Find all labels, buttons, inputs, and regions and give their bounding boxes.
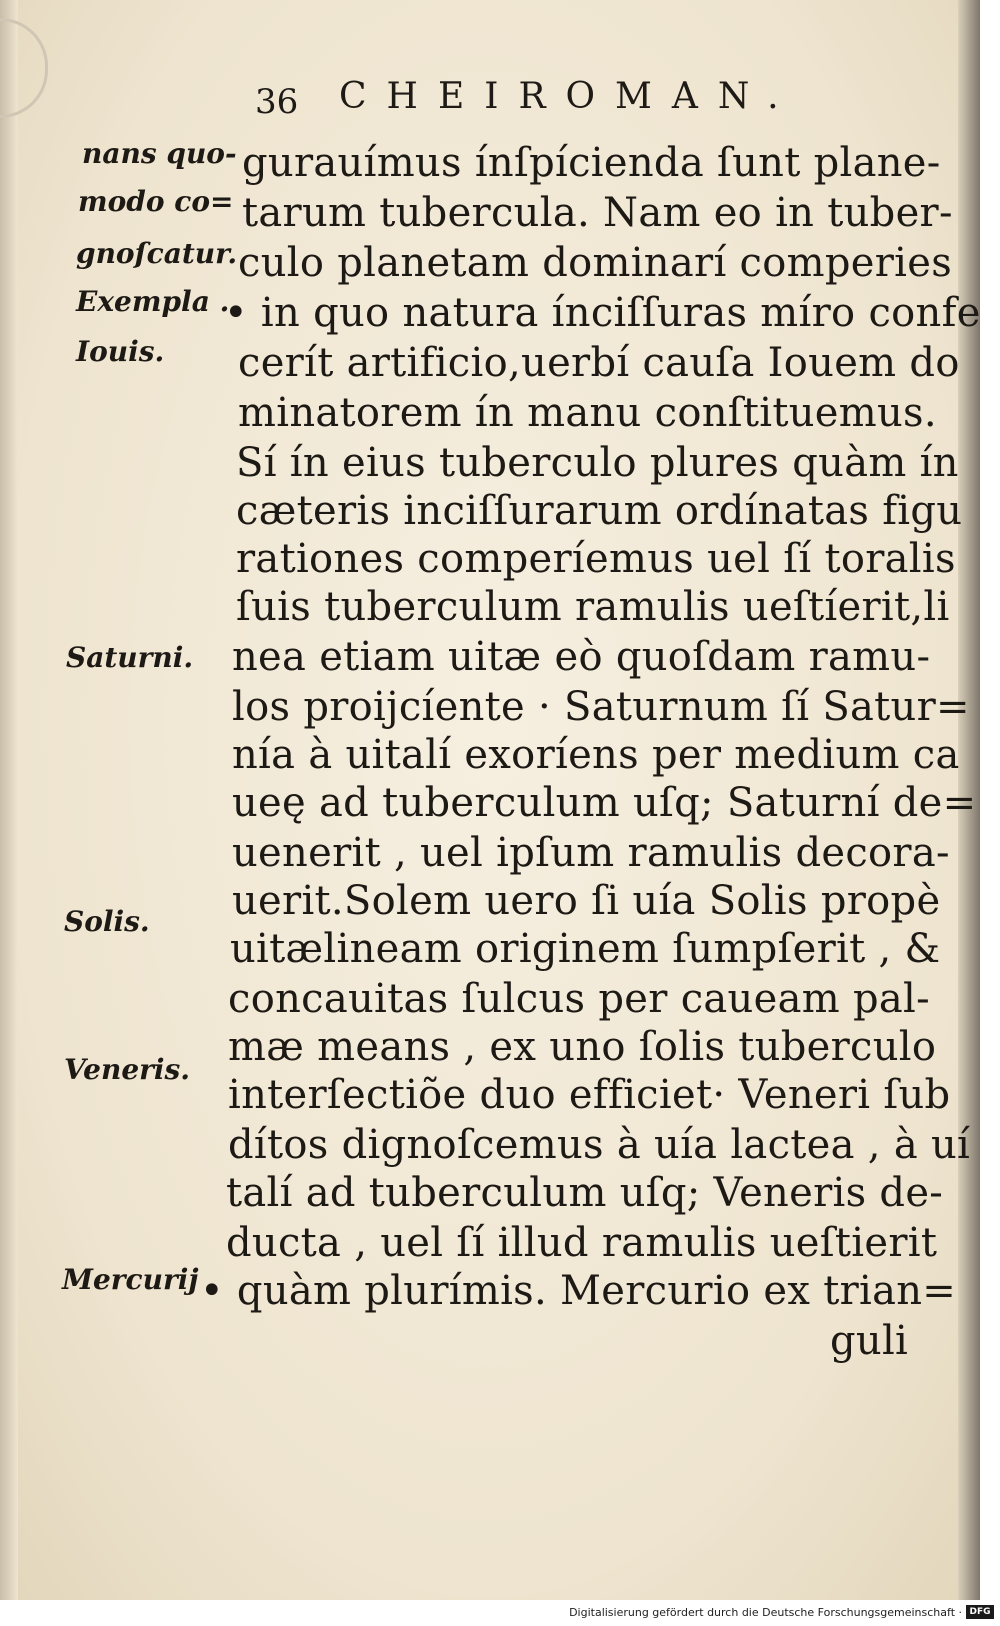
text-line: culo planetam dominarí comperies (238, 240, 953, 286)
text-line: los proijcíente · Saturnum ſí Satur= (232, 684, 970, 730)
text-line: dítos dignoſcemus à uía lactea , à uí (228, 1122, 971, 1168)
text-line: • in quo natura ínciſſuras míro confe (224, 290, 981, 336)
margin-note: nans quo- (82, 137, 237, 170)
text-line: Sí ín eius tuberculo plures quàm ín (236, 440, 959, 486)
text-line: ſuis tuberculum ramulis ueſtíerit,li (236, 584, 950, 630)
text-line: minatorem ín manu conſtituemus. (238, 390, 937, 436)
text-line: rationes comperíemus uel ſí toralis (236, 536, 956, 582)
text-line: uenerit , uel ipſum ramulis decora- (232, 830, 950, 876)
margin-note: Veneris. (64, 1053, 191, 1086)
text-line: concauitas ſulcus per caueam pal- (228, 976, 930, 1022)
digitization-footer (0, 1600, 1000, 1626)
dfg-logo: DFG (966, 1605, 994, 1619)
text-line: guli (830, 1318, 909, 1364)
text-line: gurauímus ínſpícienda ſunt plane- (242, 140, 941, 186)
margin-note: Solis. (64, 905, 150, 938)
margin-note: Mercurij . (62, 1263, 218, 1296)
text-line: ueę ad tuberculum uſq; Saturní de= (232, 780, 977, 826)
margin-note: Saturni. (66, 641, 194, 674)
text-line: tarum tubercula. Nam eo in tuber- (242, 190, 953, 236)
margin-note: Iouis. (76, 335, 165, 368)
text-line: mæ means , ex uno ſolis tuberculo (228, 1024, 937, 1070)
text-line: interſectiõe duo efficiet· Veneri ſub (228, 1072, 951, 1118)
text-line: talí ad tuberculum uſq; Veneris de- (226, 1170, 944, 1216)
text-line: uitælineam originem ſumpſerit , & (230, 926, 941, 972)
margin-note: Exempla . (76, 285, 230, 318)
margin-note: gnoſcatur. (76, 237, 238, 270)
text-line: cerít artificio,uerbí cauſa Iouem do (238, 340, 960, 386)
text-line: nía à uitalí exoríens per medium ca (232, 732, 960, 778)
text-line: • quàm plurímis. Mercurio ex trian= (200, 1268, 957, 1314)
funding-credit: Digitalisierung gefördert durch die Deutsche Forschungsgemeinschaft · (569, 1606, 962, 1619)
text-line: nea etiam uitæ eò quoſdam ramu- (232, 634, 931, 680)
text-line: cæteris inciſſurarum ordínatas figu (236, 488, 963, 534)
margin-note: modo co= (78, 185, 234, 218)
page-number: 36 (255, 82, 299, 122)
running-title: CHEIROMAN. (339, 76, 799, 117)
text-line: uerit.Solem uero ſi uía Solis propè (232, 878, 941, 924)
text-line: ducta , uel ſí illud ramulis ueſtierit (226, 1220, 938, 1266)
